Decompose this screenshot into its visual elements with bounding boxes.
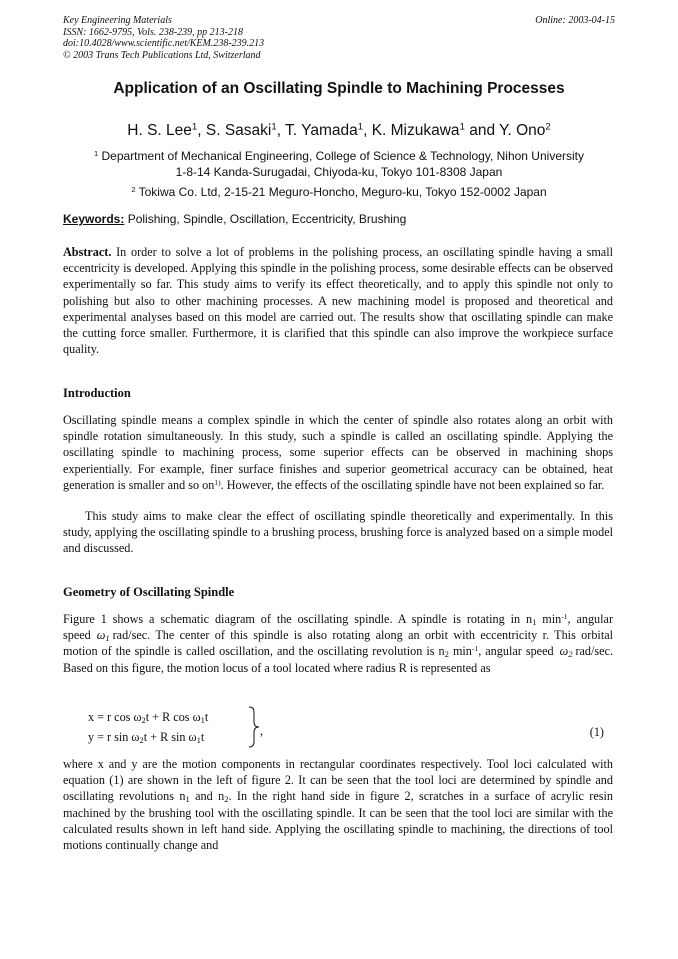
paragraph-text: Oscillating spindle means a complex spindle in which the center of spindle also rotates along an orbit with spindle rotation simultaneously. In this study, such a spindle is called an oscillating spindle. Applying the oscillating spindle to machining process, some superior effects can be observed in machining shops experientially. For example, finer surface finishes and superior geometrical accuracy can be obtained, heat generation is smaller and so on: [63, 413, 613, 492]
journal-info: [63, 15, 615, 61]
geometry-paragraph-1: [63, 611, 613, 676]
superscript: -1: [471, 644, 479, 654]
author-name: K. Mizukawa: [371, 122, 460, 139]
subscript: 1: [532, 617, 537, 628]
author-affiliation-mark: 1: [271, 121, 277, 133]
introduction-paragraph-2: This study aims to make clear the effect of oscillating spindle theoretically and experimentally. In this study, applying the oscillating spindle to a brushing process, brushing force is analyzed based on a simple model and discussed.: [63, 509, 613, 556]
abstract-label: Abstract.: [63, 245, 112, 259]
paragraph-text: . However, the effects of the oscillating spindle have not been explained so far.: [220, 477, 605, 492]
unit-text: min: [542, 612, 562, 626]
section-heading-geometry: Geometry of Oscillating Spindle: [63, 585, 235, 599]
equation-text: t: [204, 710, 209, 724]
omega-symbol: [91, 628, 113, 642]
paragraph-text: , angular speed: [63, 612, 614, 643]
paragraph-text: and n: [195, 789, 225, 804]
subscript: 2: [141, 715, 146, 726]
abstract: [63, 244, 613, 357]
equation-number: (1): [589, 725, 604, 739]
equation-text: t + R sin ω: [143, 730, 197, 744]
paragraph-text: . In the right hand side in figure 2, scratches in a surface of acrylic resin machined by the brushing tool with the oscillating spindle. It can be seen that the tool loci are similar with the calculated results shown in left hand side. Applying the oscillating spindle to machining, the directions of tool motions continually change and: [63, 789, 613, 853]
subscript: 2: [444, 649, 449, 660]
equation-text: y = r sin ω: [88, 730, 140, 744]
affiliation-2: [0, 184, 678, 200]
equation-1: [88, 706, 613, 748]
subscript: 1: [200, 715, 205, 726]
unit-text: min: [452, 644, 472, 659]
author-name: S. Sasaki: [205, 122, 272, 139]
paper-title: Application of an Oscillating Spindle to Machining Processes: [113, 80, 565, 97]
equation-text: x = r cos ω: [88, 710, 142, 724]
author-separator: ,: [276, 122, 286, 139]
affiliation-line: Tokiwa Co. Ltd, 2-15-21 Meguro-Honcho, Meguro-ku, Tokyo 152-0002 Japan: [138, 185, 547, 199]
keywords: [63, 212, 623, 226]
paragraph-text: rad/sec. Based on this figure, the motion locus of a tool located where radius R is represented as: [63, 644, 614, 675]
abstract-text: In order to solve a lot of problems in the polishing process, an oscillating spindle having a small eccentricity is developed. Applying this spindle in the polishing process, some desirable effects can be observed experimentally so far. This study aims to verify its effect theoretically, and to apply this spindle not only to polishing but also to other machining processes. A new machining model is proposed and theoretical and experimental analyses based on this model are carried out. The results show that oscillating spindle can make the cutting force smaller. Furthermore, it is clarified that this spindle can also improve the workpiece surface quality.: [63, 245, 613, 357]
affiliation-address: 1-8-14 Kanda-Surugadai, Chiyoda-ku, Tokyo 101-8308 Japan: [175, 165, 503, 179]
author-affiliation-mark: 1: [357, 121, 364, 133]
equation-text: t: [200, 730, 205, 744]
subscript: 2: [568, 649, 573, 660]
paragraph-text: where x and y are the motion components in rectangular coordinates respectively. Tool loci calculated with equation (1) are shown in the left of figure 2. It can be seen that the tool loci are determined by spindle and oscillating revolutions n: [63, 757, 613, 804]
brace-symbol: [248, 706, 260, 748]
paragraph-text: Figure 1 shows a schematic diagram of the oscillating spindle. A spindle is rotating in n: [63, 612, 533, 626]
equation-text: t + R cos ω: [145, 710, 201, 724]
section-heading-introduction: Introduction: [63, 386, 131, 400]
author-separator: and: [464, 122, 500, 139]
affiliation-number: 1: [94, 148, 99, 158]
journal-doi: doi:10.4028/www.scientific.net/KEM.238-239.213: [63, 38, 265, 49]
symbol-text: ω: [559, 644, 569, 659]
reference-mark: 1): [214, 477, 221, 487]
author-name: Y. Ono: [499, 122, 546, 139]
introduction-paragraph-1: [63, 412, 613, 493]
superscript: -1: [561, 611, 568, 621]
author-separator: ,: [197, 122, 206, 139]
keywords-label: Keywords:: [63, 212, 125, 226]
symbol-text: ω: [96, 628, 106, 643]
subscript: 2: [139, 735, 144, 746]
journal-copyright: © 2003 Trans Tech Publications Ltd, Switzerland: [63, 49, 261, 61]
author-name: T. Yamada: [285, 122, 358, 139]
affiliation-1: [0, 148, 678, 180]
geometry-paragraph-2: [63, 756, 613, 853]
author-affiliation-mark: 1: [191, 121, 198, 133]
affiliation-number: 2: [131, 184, 136, 194]
omega-symbol: [554, 644, 576, 658]
affiliation-line: Department of Mechanical Engineering, College of Science & Technology, Nihon University: [101, 149, 584, 163]
equation-line-x: [88, 710, 208, 725]
paragraph-text: , angular speed: [478, 644, 554, 659]
journal-name: Key Engineering Materials: [63, 15, 172, 26]
author-affiliation-mark: 1: [459, 121, 465, 133]
subscript: 1: [105, 633, 110, 644]
paragraph-text: rad/sec. The center of this spindle is also rotating along an orbit with eccentricity r. This orbital motion of the spindle is called oscillation, and the oscillating revolution is n: [63, 628, 613, 659]
author-separator: ,: [363, 122, 372, 139]
subscript: 1: [185, 794, 190, 805]
keywords-text: Polishing, Spindle, Oscillation, Eccentricity, Brushing: [127, 212, 407, 226]
subscript: 2: [224, 794, 229, 805]
equation-line-y: [88, 730, 204, 745]
author-list: [0, 122, 678, 140]
equation-comma: ,: [260, 724, 264, 738]
journal-header: [63, 15, 615, 61]
author-name: H. S. Lee: [127, 122, 192, 139]
journal-issn: ISSN: 1662-9795, Vols. 238-239, pp 213-218: [63, 26, 243, 38]
subscript: 1: [196, 735, 201, 746]
author-affiliation-mark: 2: [545, 121, 551, 133]
online-date: Online: 2003-04-15: [535, 15, 615, 26]
